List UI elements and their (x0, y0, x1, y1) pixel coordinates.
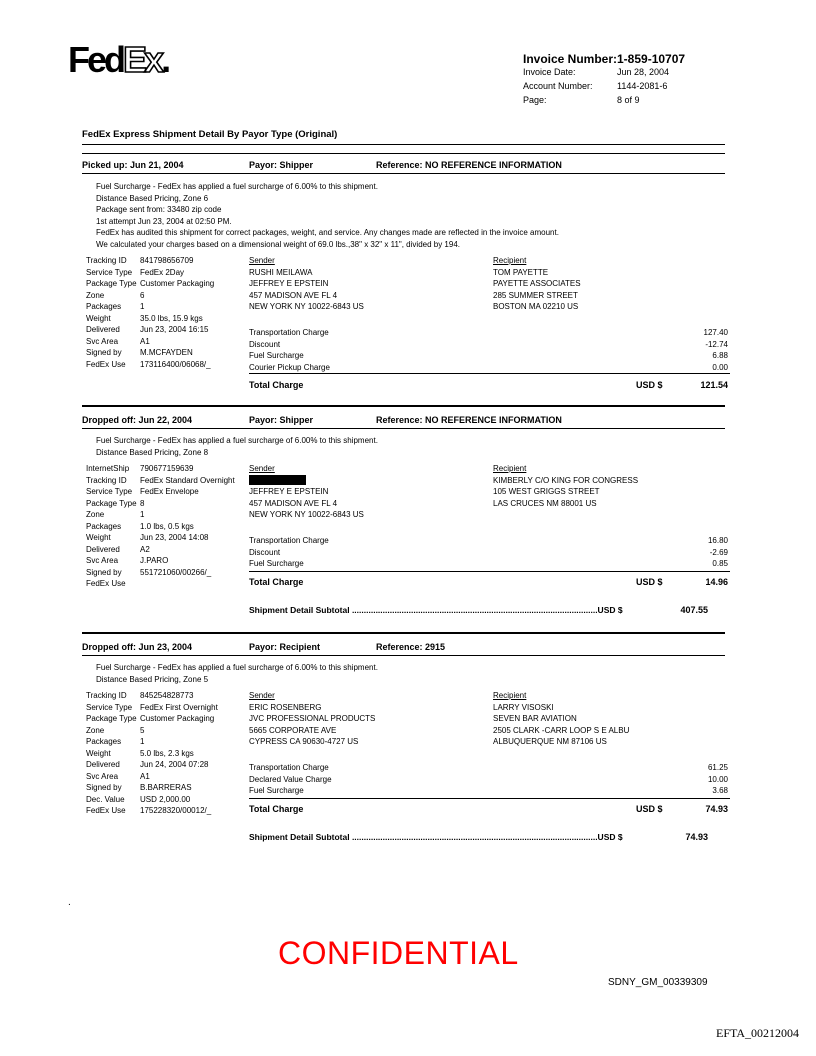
s3-detail-labels (86, 690, 137, 817)
text-line: Package Type (86, 498, 137, 508)
invoice-number-label: Invoice Number: (523, 52, 618, 66)
confidential-stamp: CONFIDENTIAL (278, 935, 519, 971)
s3-subtotal-row (249, 832, 730, 842)
text-line: 1st attempt Jun 23, 2004 at 02:50 PM. (96, 216, 232, 226)
s2-notes (96, 435, 378, 458)
text-line: Signed by (86, 567, 122, 577)
text-line: Ex (123, 39, 162, 80)
text-line: Shipment Detail Subtotal ........................................................................................................USD $ (249, 605, 623, 615)
s1-notes (96, 181, 559, 250)
text-line: Discount (249, 547, 281, 557)
charge-row (249, 339, 730, 351)
text-line: InternetShip (86, 464, 130, 473)
text-line: SEVEN BAR AVIATION (493, 714, 577, 723)
divider (82, 405, 725, 407)
text-line: 551721060/00266/_ (140, 567, 212, 577)
text-line: 3.68 (712, 786, 728, 795)
invoice-number: 1-859-10707 (617, 52, 686, 66)
text-line: Package sent from: 33480 zip code (96, 205, 222, 214)
text-line: Fuel Surcharge (249, 559, 304, 568)
s2-payor: Payor: Shipper (249, 415, 314, 425)
text-line: Customer Packaging (140, 714, 215, 723)
section-title: FedEx Express Shipment Detail By Payor Type (Original) (82, 129, 338, 140)
text-line: Package Type (86, 714, 137, 723)
text-line: JEFFREY E EPSTEIN (249, 487, 329, 496)
s2-charges (249, 535, 730, 570)
s1-recipient (493, 255, 581, 313)
text-line: Svc Area (86, 556, 119, 565)
text-line: Packages (86, 302, 122, 311)
text-line: . (161, 39, 169, 80)
text-line: Transportation Charge (249, 328, 329, 337)
text-line: Tracking ID (86, 475, 127, 485)
text-line: NEW YORK NY 10022-6843 US (249, 302, 364, 311)
text-line: A2 (140, 544, 150, 554)
s1-pickup: Picked up: Jun 21, 2004 (82, 160, 184, 170)
s1-charges (249, 327, 730, 373)
text-line: Distance Based Pricing, Zone 5 (96, 674, 209, 684)
s3-total-row (249, 804, 730, 814)
charge-row (249, 785, 730, 797)
text-line: Dec. Value (86, 794, 125, 804)
divider (249, 798, 730, 799)
page-number: 8 of 9 (617, 95, 640, 105)
text-line: Package Type (86, 279, 137, 288)
text-line: 1 (140, 737, 145, 746)
text-line: Delivered (86, 760, 120, 769)
s1-payor: Payor: Shipper (249, 160, 314, 170)
text-line: Svc Area (86, 336, 119, 346)
text-line: KIMBERLY C/O KING FOR CONGRESS (493, 475, 639, 485)
text-line: A1 (140, 336, 150, 346)
s2-sender (249, 463, 364, 521)
text-line: 2505 CLARK -CARR LOOP S E ALBU (493, 725, 630, 735)
text-line: 175228320/00012/_ (140, 806, 212, 815)
text-line: CYPRESS CA 90630-4727 US (249, 737, 359, 746)
text-line: 61.25 (707, 763, 728, 772)
text-line: J.PARO (140, 556, 169, 565)
text-line: LARRY VISOSKI (493, 702, 554, 712)
text-line: Jun 23, 2004 14:08 (140, 533, 209, 542)
text-line: 407.55 (680, 605, 708, 615)
text-line: Svc Area (86, 771, 119, 781)
text-line: 790677159639 (140, 464, 194, 473)
text-line: Tracking ID (86, 691, 127, 700)
s3-reference: Reference: 2915 (376, 642, 446, 652)
text-line: FedEx has audited this shipment for correct packages, weight, and service. Any changes made are reflected in the invoice amount. (96, 228, 559, 237)
text-line: 0.00 (712, 362, 728, 372)
text-line: FedEx Use (86, 359, 126, 369)
text-line: 105 WEST GRIGGS STREET (493, 487, 600, 496)
text-line: 74.93 (705, 804, 728, 814)
text-line: Zone (86, 725, 105, 735)
account-number: 1144-2081-6 (617, 81, 668, 91)
text-line: Fed (68, 39, 124, 80)
divider (249, 571, 730, 572)
text-line: 6.88 (712, 351, 728, 360)
divider (82, 428, 725, 429)
text-line: Distance Based Pricing, Zone 6 (96, 193, 209, 203)
text-line: 1 (140, 510, 145, 519)
s3-sender (249, 690, 375, 748)
text-line: Packages (86, 521, 122, 531)
text-line: Service Type (86, 267, 133, 277)
text-line: Distance Based Pricing, Zone 8 (96, 447, 209, 457)
text-line: Fuel Surcharge - FedEx has applied a fuel surcharge of 6.00% to this shipment. (96, 182, 378, 191)
fedex-logo (68, 39, 169, 80)
s1-reference: Reference: NO REFERENCE INFORMATION (376, 160, 562, 170)
text-line: ALBUQUERQUE NM 87106 US (493, 737, 607, 746)
divider (249, 373, 730, 374)
text-line: Fuel Surcharge (249, 351, 304, 360)
text-line: 6 (140, 290, 145, 300)
charge-row (249, 350, 730, 362)
text-line: 14.96 (705, 577, 728, 587)
text-line: Weight (86, 313, 111, 323)
s2-recipient (493, 463, 638, 509)
text-line: FedEx Envelope (140, 487, 199, 496)
text-line: Weight (86, 533, 111, 542)
text-line: Jun 23, 2004 16:15 (140, 325, 209, 334)
divider (82, 153, 725, 154)
text-line: 5.0 lbs, 2.3 kgs (140, 748, 194, 758)
text-line: 127.40 (703, 328, 728, 337)
text-line: 457 MADISON AVE FL 4 (249, 290, 338, 300)
text-line: Sender (249, 691, 275, 700)
text-line: Recipient (493, 691, 527, 700)
s2-detail-values (140, 463, 235, 578)
text-line: FedEx Use (86, 579, 126, 588)
text-line: USD $ (636, 577, 663, 587)
text-line: 10.00 (707, 774, 728, 784)
text-line: Fuel Surcharge (249, 786, 304, 795)
charge-row (249, 535, 730, 547)
text-line: RUSHI MEILAWA (249, 267, 313, 277)
invoice-date-label: Invoice Date: (523, 67, 576, 77)
text-line: ERIC ROSENBERG (249, 702, 322, 712)
s2-subtotal-row (249, 605, 730, 615)
text-line: 1.0 lbs, 0.5 kgs (140, 521, 194, 531)
text-line: Weight (86, 748, 111, 758)
text-line: 8 (140, 498, 145, 508)
text-line: Transportation Charge (249, 763, 329, 772)
text-line: Customer Packaging (140, 279, 215, 288)
text-line: 0.85 (712, 559, 728, 568)
text-line: Recipient (493, 256, 527, 265)
stray-dot: . (68, 897, 71, 908)
text-line: Service Type (86, 487, 133, 496)
text-line: -2.69 (709, 547, 728, 557)
page-label: Page: (523, 95, 547, 105)
s3-pickup: Dropped off: Jun 23, 2004 (82, 642, 193, 652)
charge-row (249, 362, 730, 374)
text-line: FedEx First Overnight (140, 702, 218, 712)
text-line: Tracking ID (86, 256, 127, 265)
text-line: We calculated your charges based on a dimensional weight of 69.0 lbs.,38" x 32" x 11", divided by 194. (96, 239, 460, 249)
text-line: USD $ (636, 380, 663, 390)
divider (82, 632, 725, 634)
text-line: JVC PROFESSIONAL PRODUCTS (249, 714, 376, 723)
charge-row (249, 774, 730, 786)
text-line: Total Charge (249, 577, 304, 587)
text-line: FedEx Use (86, 806, 126, 815)
charge-row (249, 762, 730, 774)
s1-sender (249, 255, 364, 313)
text-line: 173116400/06068/_ (140, 359, 211, 369)
s1-detail-labels (86, 255, 137, 370)
text-line: PAYETTE ASSOCIATES (493, 279, 581, 288)
text-line: Delivered (86, 325, 120, 334)
text-line: Jun 24, 2004 07:28 (140, 760, 209, 769)
s1-detail-values (140, 255, 214, 370)
text-line: A1 (140, 771, 150, 781)
text-line: Service Type (86, 702, 133, 712)
divider (82, 144, 725, 145)
efta-number: EFTA_00212004 (716, 1026, 800, 1040)
account-number-label: Account Number: (523, 81, 593, 91)
text-line: Total Charge (249, 380, 304, 390)
s1-total-row (249, 380, 730, 390)
text-line: Fuel Surcharge - FedEx has applied a fuel surcharge of 6.00% to this shipment. (96, 663, 378, 672)
text-line: FedEx Standard Overnight (140, 475, 235, 485)
text-line: Total Charge (249, 804, 304, 814)
text-line: -12.74 (705, 339, 728, 349)
s2-pickup: Dropped off: Jun 22, 2004 (82, 415, 193, 425)
s3-detail-values (140, 690, 218, 817)
text-line: Signed by (86, 783, 122, 792)
text-line: Shipment Detail Subtotal ........................................................................................................USD $ (249, 832, 623, 842)
text-line: Declared Value Charge (249, 774, 332, 784)
text-line: 845254828773 (140, 691, 194, 700)
text-line: Fuel Surcharge - FedEx has applied a fuel surcharge of 6.00% to this shipment. (96, 436, 378, 445)
text-line: 5 (140, 725, 145, 735)
text-line: 74.93 (685, 832, 708, 842)
charge-row (249, 327, 730, 339)
text-line: NEW YORK NY 10022-6843 US (249, 510, 364, 519)
charge-row (249, 558, 730, 570)
text-line: JEFFREY E EPSTEIN (249, 279, 329, 288)
invoice-date: Jun 28, 2004 (617, 67, 670, 77)
text-line: USD 2,000.00 (140, 794, 191, 804)
text-line: 16.80 (707, 536, 728, 545)
divider (82, 655, 725, 656)
text-line: Courier Pickup Charge (249, 362, 330, 372)
text-line: Transportation Charge (249, 536, 329, 545)
text-line: M.MCFAYDEN (140, 348, 193, 357)
text-line: Packages (86, 737, 122, 746)
text-line: 457 MADISON AVE FL 4 (249, 498, 338, 508)
text-line: Sender (249, 256, 275, 265)
s3-recipient (493, 690, 629, 748)
text-line: Zone (86, 290, 105, 300)
bates-number: SDNY_GM_00339309 (608, 977, 708, 988)
charge-row (249, 547, 730, 559)
text-line: B.BARRERAS (140, 783, 192, 792)
text-line: Discount (249, 339, 281, 349)
text-line: 5665 CORPORATE AVE (249, 725, 337, 735)
divider (82, 173, 725, 174)
s2-detail-labels (86, 463, 137, 590)
text-line: 841798656709 (140, 256, 194, 265)
text-line: Sender (249, 464, 275, 473)
s3-notes (96, 662, 378, 685)
text-line: 285 SUMMER STREET (493, 290, 578, 300)
text-line: Zone (86, 510, 105, 519)
text-line: USD $ (636, 804, 663, 814)
text-line: Signed by (86, 348, 122, 357)
s3-charges (249, 762, 730, 797)
redaction-block (249, 475, 306, 485)
text-line: FedEx 2Day (140, 267, 185, 277)
text-line: TOM PAYETTE (493, 267, 549, 277)
text-line: Delivered (86, 544, 120, 554)
text-line: 1 (140, 302, 145, 311)
s2-reference: Reference: NO REFERENCE INFORMATION (376, 415, 562, 425)
s3-payor: Payor: Recipient (249, 642, 321, 652)
text-line: 35.0 lbs, 15.9 kgs (140, 313, 203, 323)
text-line: Recipient (493, 464, 527, 473)
text-line: BOSTON MA 02210 US (493, 302, 579, 311)
text-line: 121.54 (700, 380, 728, 390)
s2-total-row (249, 577, 730, 587)
text-line: LAS CRUCES NM 88001 US (493, 498, 597, 508)
